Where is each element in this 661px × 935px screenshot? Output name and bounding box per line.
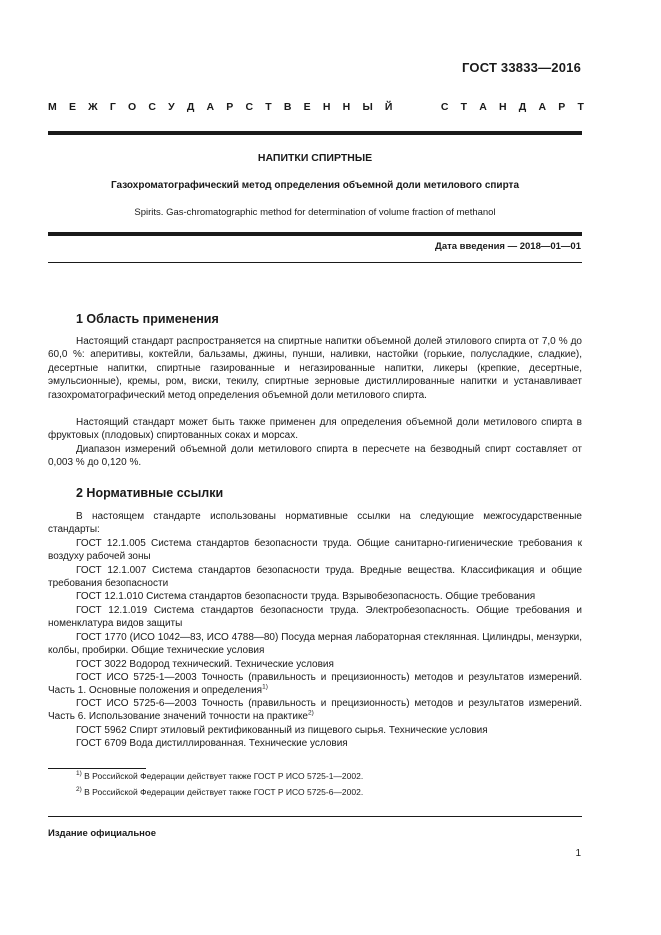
banner-letter: Г: [109, 101, 116, 113]
banner-letter: О: [127, 101, 137, 113]
banner-letter: Ж: [88, 101, 98, 113]
footnote-mark: 2): [76, 786, 82, 794]
banner-letter: А: [538, 101, 547, 113]
footnote-rule: [48, 768, 146, 769]
footnote-mark: 1): [76, 770, 82, 778]
date-rule: [48, 262, 582, 263]
banner-letter: А: [479, 101, 487, 113]
section-1-paragraph: Настоящий стандарт может быть также применен для определения объемной доли метилового спирта в фруктовых (плодовых) спиртованных соках и морсах.: [48, 417, 582, 442]
section-2-heading: 2 Нормативные ссылки: [76, 486, 224, 500]
footnote-text: В Российской Федерации действует также ГОСТ Р ИСО 5725-1—2002.: [84, 771, 364, 781]
banner-letter: Д: [186, 101, 195, 113]
banner-letter: С: [440, 101, 449, 113]
banner-word-gap: [405, 101, 429, 113]
banner-letter: А: [206, 101, 215, 113]
reference-item: ГОСТ 1770 (ИСО 1042—83, ИСО 4788—80) Посуда мерная лабораторная стеклянная. Цилиндры, мензурки, колбы, пробирки. Общие технические условия: [48, 632, 582, 657]
header-rule: [48, 131, 582, 135]
banner-letter: Т: [265, 101, 272, 113]
section-1-paragraph: Настоящий стандарт распространяется на спиртные напитки объемной долей этилового спирта от 7,0 % до 60,0 %: аперитивы, коктейли, бальзамы, джины, пунши, наливки, настойки (горькие, полусладкие, сладкие), десертные напитки, спиртные газированные и негазированные напитки, ликеры (крепкие, десертные, эмульсионные), кремы, ром, виски, текилу, спиртные зерновые дистиллированные напитки и устанавливает газохроматографический метод определения объемной доли метилового спирта.: [48, 336, 582, 401]
banner-letter: Е: [303, 101, 311, 113]
banner-letter: Д: [518, 101, 527, 113]
banner-letter: С: [245, 101, 254, 113]
english-title: Spirits. Gas-chromatographic method for determination of volume fraction of methanol: [134, 207, 496, 218]
title-rule: [48, 232, 582, 236]
effective-date: Дата введения — 2018—01—01: [435, 241, 581, 252]
footnote-marker: 2): [308, 710, 314, 718]
footnote-1: [76, 771, 363, 781]
banner-letter: С: [148, 101, 156, 113]
reference-item: ГОСТ 6709 Вода дистиллированная. Технические условия: [76, 738, 348, 749]
banner-letter: Н: [499, 101, 507, 113]
document-title: НАПИТКИ СПИРТНЫЕ: [257, 152, 373, 164]
reference-item: [48, 697, 582, 724]
section-1-heading: 1 Область применения: [76, 312, 219, 326]
banner-letter: Е: [68, 101, 76, 113]
page-number: 1: [575, 848, 581, 859]
section-1-paragraph: Диапазон измерений объемной доли метилового спирта в пересчете на безводный спирт составляет от 0,003 % до 0,120 %.: [48, 444, 582, 469]
banner-letter: Н: [342, 101, 351, 113]
banner-letter: Р: [558, 101, 566, 113]
reference-text: ГОСТ ИСО 5725-1—2003 Точность (правильность и прецизионность) методов и результатов измерений. Часть 1. Основные положения и определения: [48, 672, 582, 697]
reference-item: ГОСТ 12.1.010 Система стандартов безопасности труда. Взрывобезопасность. Общие требования: [76, 591, 536, 602]
document-subtitle: Газохроматографический метод определения объемной доли метилового спирта: [110, 180, 520, 191]
banner-letter: Т: [460, 101, 468, 113]
reference-item: ГОСТ 12.1.005 Система стандартов безопасности труда. Общие санитарно-гигиенические требования к воздуху рабочей зоны: [48, 538, 582, 563]
footnote-text: В Российской Федерации действует также ГОСТ Р ИСО 5725-6—2002.: [84, 787, 364, 797]
banner-letter: В: [283, 101, 292, 113]
reference-item: ГОСТ 12.1.019 Система стандартов безопасности труда. Электробезопасность. Общие требования и номенклатура видов защиты: [48, 605, 582, 630]
footnote-2: [76, 787, 363, 797]
banner-letter: Т: [577, 101, 584, 113]
reference-item: ГОСТ 3022 Водород технический. Технические условия: [76, 659, 334, 670]
footnote-marker: 1): [262, 684, 268, 692]
reference-item: ГОСТ 5962 Спирт этиловый ректификованный из пищевого сырья. Технические условия: [76, 725, 488, 736]
reference-item: [48, 671, 582, 698]
banner-letter: У: [168, 101, 175, 113]
footer-rule: [48, 816, 582, 817]
banner-letter: Й: [384, 101, 393, 113]
reference-item: ГОСТ 12.1.007 Система стандартов безопасности труда. Вредные вещества. Классификация и общие требования безопасности: [48, 565, 582, 590]
section-2-intro: В настоящем стандарте использованы нормативные ссылки на следующие межгосударственные стандарты:: [48, 511, 582, 536]
document-number: ГОСТ 33833—2016: [462, 60, 581, 75]
banner-letter: М: [48, 101, 57, 113]
banner-letter: Р: [226, 101, 234, 113]
interstate-standard-banner: [48, 101, 584, 113]
reference-text: ГОСТ ИСО 5725-6—2003 Точность (правильность и прецизионность) методов и результатов измерений. Часть 6. Использование значений точности на практике: [48, 698, 582, 723]
official-edition-label: Издание официальное: [48, 828, 156, 839]
banner-letter: Ы: [362, 101, 373, 113]
banner-letter: Н: [322, 101, 331, 113]
